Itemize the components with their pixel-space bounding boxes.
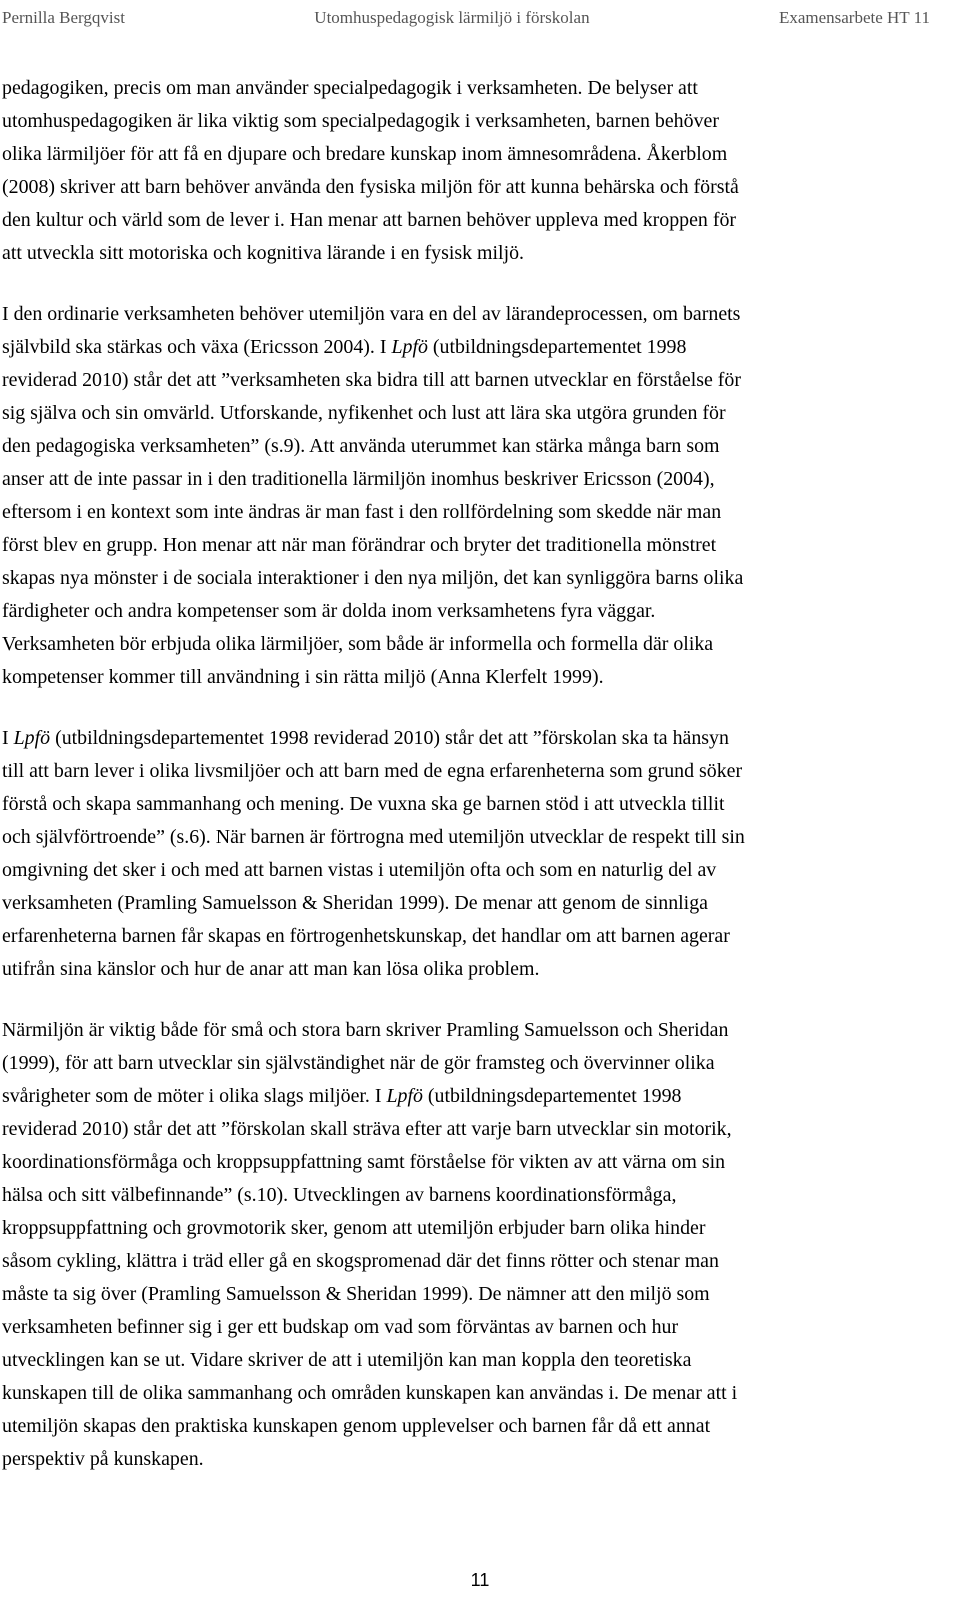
text-line: kompetenser kommer till användning i sin rätta miljö (Anna Klerfelt 1999). <box>2 666 604 688</box>
text-line: svårigheter som de möter i olika slags miljöer. I Lpfö (utbildningsdepartementet 1998 <box>2 1085 682 1107</box>
text-line: (2008) skriver att barn behöver använda den fysiska miljön för att kunna behärska och förstå <box>2 176 739 198</box>
paragraph <box>2 722 932 986</box>
text-line: den kultur och värld som de lever i. Han menar att barnen behöver uppleva med kroppen för <box>2 209 737 231</box>
text-line: Närmiljön är viktig både för små och stora barn skriver Pramling Samuelsson och Sheridan <box>2 1019 729 1041</box>
paragraph <box>2 298 932 694</box>
text-line: skapas nya mönster i de sociala interaktioner i den nya miljön, det kan synliggöra barns olika <box>2 567 744 589</box>
header-author: Pernilla Bergqvist <box>2 8 125 27</box>
text-line: eftersom i en kontext som inte ändras är man fast i den rollfördelning som skedde när man <box>2 501 722 523</box>
page-header <box>0 0 960 36</box>
text-line: sig själva och sin omvärld. Utforskande, nyfikenhet och lust att lära ska utgöra grunden för <box>2 402 726 424</box>
text-line: I Lpfö (utbildningsdepartementet 1998 reviderad 2010) står det att ”förskolan ska ta hänsyn <box>2 727 729 749</box>
text-line: och självförtroende” (s.6). När barnen är förtrogna med utemiljön utvecklar de respekt till sin <box>2 826 745 848</box>
paragraph <box>2 1014 932 1476</box>
text-line: färdigheter och andra kompetenser som är dolda inom verksamhetens fyra väggar. <box>2 600 656 622</box>
text-line: till att barn lever i olika livsmiljöer och att barn med de egna erfarenheterna som grund söker <box>2 760 743 782</box>
text-line: olika lärmiljöer för att få en djupare och bredare kunskap inom ämnesområdena. Åkerblom <box>2 143 728 165</box>
text-line: omgivning det sker i och med att barnen vistas i utemiljön ofta och som en naturlig del av <box>2 859 717 881</box>
text-line: först blev en grupp. Hon menar att när man förändrar och bryter det traditionella mönstret <box>2 534 717 556</box>
text-line: anser att de inte passar in i den traditionella lärmiljön inomhus beskriver Ericsson (2004), <box>2 468 715 490</box>
text-line: kroppsuppfattning och grovmotorik sker, genom att utemiljön erbjuder barn olika hinder <box>2 1217 706 1239</box>
text-line: reviderad 2010) står det att ”verksamheten ska bidra till att barnen utvecklar en förståelse för <box>2 369 741 391</box>
page-number: 11 <box>470 1570 490 1590</box>
text-line: perspektiv på kunskapen. <box>2 1448 204 1470</box>
text-line: att utveckla sitt motoriska och kognitiva lärande i en fysisk miljö. <box>2 242 525 264</box>
text-line: utifrån sina känslor och hur de anar att man kan lösa olika problem. <box>2 958 540 980</box>
text-line: utvecklingen kan se ut. Vidare skriver de att i utemiljön kan man koppla den teoretiska <box>2 1349 692 1371</box>
text-line: erfarenheterna barnen får skapas en förtrogenhetskunskap, det handlar om att barnen agerar <box>2 925 730 947</box>
text-line: måste ta sig över (Pramling Samuelsson & Sheridan 1999). De nämner att den miljö som <box>2 1283 710 1305</box>
text-line: Verksamheten bör erbjuda olika lärmiljöer, som både är informella och formella där olika <box>2 633 714 655</box>
text-line: den pedagogiska verksamheten” (s.9). Att använda uterummet kan stärka många barn som <box>2 435 720 457</box>
body-text <box>2 72 932 1504</box>
header-title: Utomhuspedagogisk lärmiljö i förskolan <box>314 8 590 27</box>
text-line: utemiljön skapas den praktiska kunskapen genom upplevelser och barnen får då ett annat <box>2 1415 711 1437</box>
text-line: pedagogiken, precis om man använder specialpedagogik i verksamheten. De belyser att <box>2 77 698 99</box>
text-line: verksamheten (Pramling Samuelsson & Sheridan 1999). De menar att genom de sinnliga <box>2 892 708 914</box>
text-line: (1999), för att barn utvecklar sin självständighet när de gör framsteg och övervinner olika <box>2 1052 715 1074</box>
text-line: verksamheten befinner sig i ger ett budskap om vad som förväntas av barnen och hur <box>2 1316 679 1338</box>
text-line: förstå och skapa sammanhang och mening. De vuxna ska ge barnen stöd i att utveckla tillit <box>2 793 725 815</box>
header-course: Examensarbete HT 11 <box>778 8 930 27</box>
paragraph <box>2 72 932 270</box>
text-line: I den ordinarie verksamheten behöver utemiljön vara en del av lärandeprocessen, om barnets <box>2 303 741 325</box>
text-line: koordinationsförmåga och kroppsuppfattning samt förståelse för vikten av att värna om sin <box>2 1151 726 1173</box>
text-line: kunskapen till de olika sammanhang och områden kunskapen kan användas i. De menar att i <box>2 1382 738 1404</box>
text-line: reviderad 2010) står det att ”förskolan skall sträva efter att varje barn utvecklar sin motorik, <box>2 1118 732 1140</box>
text-line: utomhuspedagogiken är lika viktig som specialpedagogik i verksamheten, barnen behöver <box>2 110 719 132</box>
text-line: självbild ska stärkas och växa (Ericsson 2004). I Lpfö (utbildningsdepartementet 1998 <box>2 336 687 358</box>
text-line: såsom cykling, klättra i träd eller gå en skogspromenad där det finns rötter och stenar man <box>2 1250 719 1272</box>
text-line: hälsa och sitt välbefinnande” (s.10). Utvecklingen av barnens koordinationsförmåga, <box>2 1184 677 1206</box>
